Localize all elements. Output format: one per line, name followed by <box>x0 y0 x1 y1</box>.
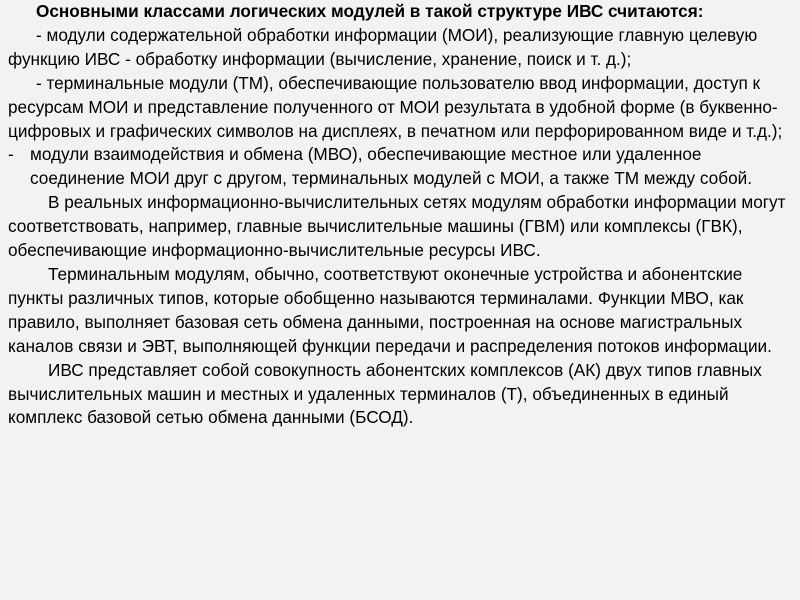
list-item-tm: - терминальные модули (ТМ), обеспечивающие пользователю ввод информации, доступ к ресурсам МОИ и представление полученного от МОИ результата в удобной форме (в буквенно-цифровых и графических символов на дисплеях, в печатном или перфорированном виде и т.д.); <box>8 72 783 141</box>
heading: Основными классами логических модулей в такой структуре ИВС считаются: <box>36 1 704 21</box>
list-item-mvo <box>8 143 792 191</box>
paragraph-terminal-modules: Терминальным модулям, обычно, соответствуют оконечные устройства и абонентские пункты различных типов, которые обобщенно называются терминалами. Функции МВО, как правило, выполняет базовая сеть обмена данными, построенная на основе магистральных каналов связи и ЭВТ, выполняющей функции передачи и распределения потоков информации. <box>8 263 772 356</box>
bullet-dash-icon: - <box>8 144 14 165</box>
list-item-mvo-text: модули взаимодействия и обмена (МВО), обеспечивающие местное или удаленное соединение МОИ друг с другом, терминальных модулей с МОИ, а также ТМ между собой. <box>30 144 752 189</box>
document-body <box>8 0 792 430</box>
paragraph-processing-modules: В реальных информационно-вычислительных сетях модулям обработки информации могут соответствовать, например, главные вычислительные машины (ГВМ) или комплексы (ГВК), обеспечивающие информационно-вычислительные ресурсы ИВС. <box>8 192 786 261</box>
paragraph-network-composition: ИВС представляет собой совокупность абонентских комплексов (АК) двух типов главных вычислительных машин и местных и удаленных терминалов (Т), объединенных в единый комплекс базовой сетью обмена данными (БСОД). <box>8 359 762 428</box>
list-item-moi: - модули содержательной обработки информации (МОИ), реализующие главную целевую функцию ИВС - обработку информации (вычисление, хранение, поиск и т. д.); <box>8 24 758 69</box>
